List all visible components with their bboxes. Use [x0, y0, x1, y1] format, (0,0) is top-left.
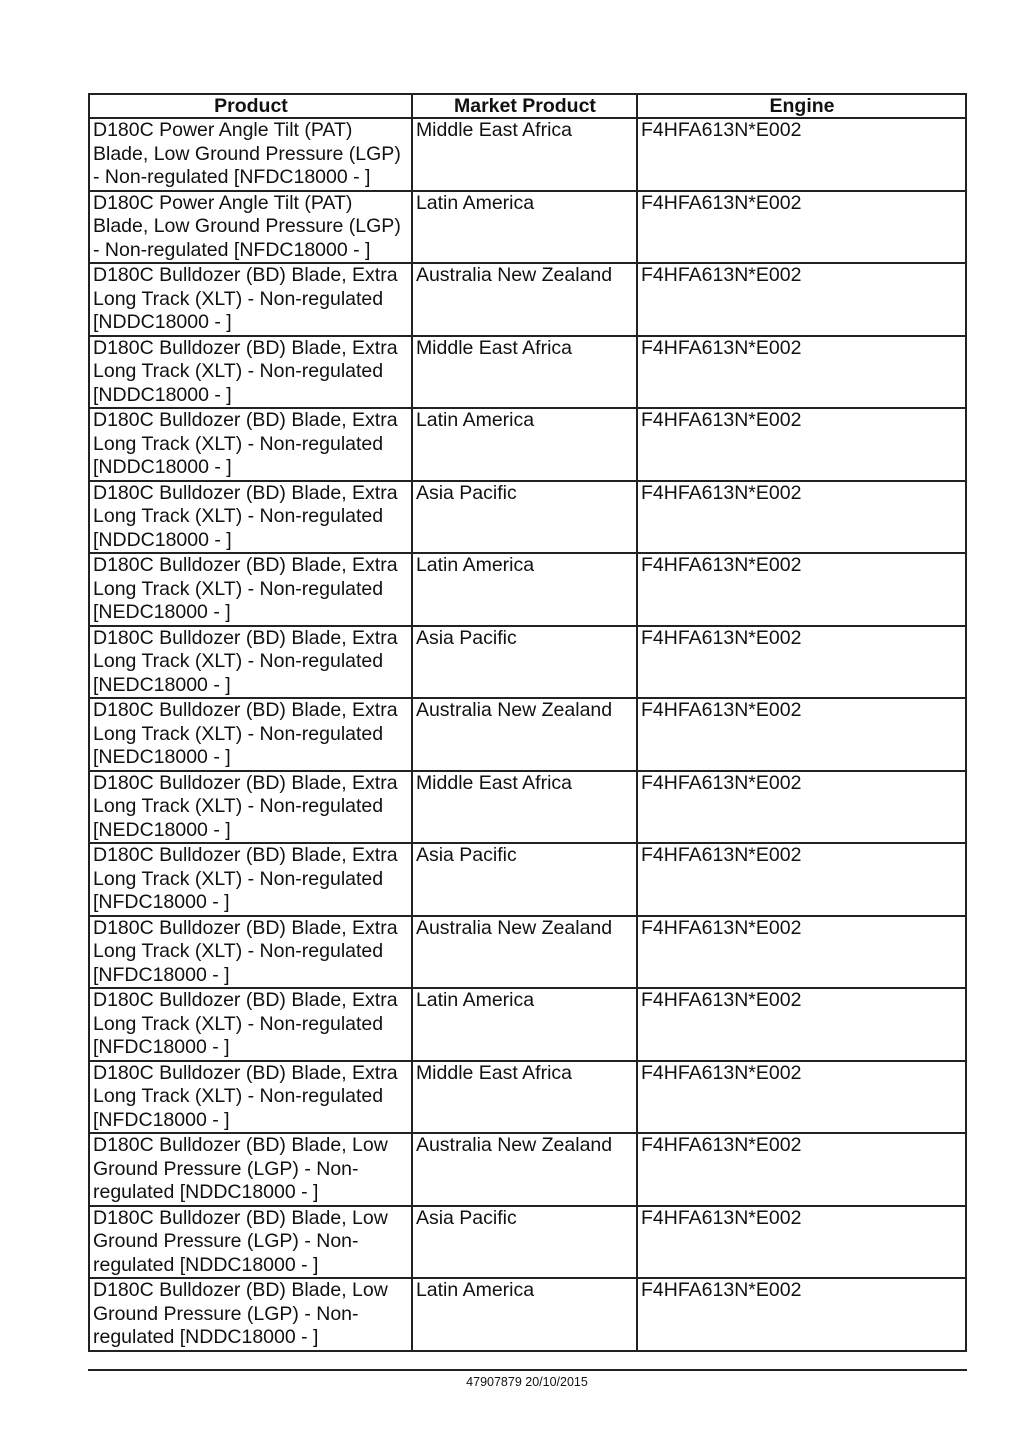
cell-market-product: Latin America — [412, 988, 637, 1061]
cell-market-product: Australia New Zealand — [412, 263, 637, 336]
table-row — [89, 118, 966, 191]
cell-product: D180C Power Angle Tilt (PAT) Blade, Low Ground Pressure (LGP) - Non-regulated [NFDC18000 - ] — [89, 191, 412, 264]
cell-engine: F4HFA613N*E002 — [637, 916, 966, 989]
cell-engine: F4HFA613N*E002 — [637, 118, 966, 191]
table-row — [89, 1133, 966, 1206]
cell-engine: F4HFA613N*E002 — [637, 481, 966, 554]
cell-engine: F4HFA613N*E002 — [637, 626, 966, 699]
cell-engine: F4HFA613N*E002 — [637, 336, 966, 409]
cell-market-product: Latin America — [412, 408, 637, 481]
cell-engine: F4HFA613N*E002 — [637, 771, 966, 844]
table-row — [89, 988, 966, 1061]
cell-product: D180C Bulldozer (BD) Blade, Extra Long Track (XLT) - Non-regulated [NFDC18000 - ] — [89, 916, 412, 989]
cell-engine: F4HFA613N*E002 — [637, 1206, 966, 1279]
cell-product: D180C Bulldozer (BD) Blade, Extra Long Track (XLT) - Non-regulated [NDDC18000 - ] — [89, 481, 412, 554]
header-engine: Engine — [637, 94, 966, 118]
cell-market-product: Middle East Africa — [412, 771, 637, 844]
table-row — [89, 626, 966, 699]
cell-market-product: Latin America — [412, 1278, 637, 1351]
table-row — [89, 1061, 966, 1134]
table-row — [89, 1206, 966, 1279]
cell-engine: F4HFA613N*E002 — [637, 1278, 966, 1351]
cell-engine: F4HFA613N*E002 — [637, 1061, 966, 1134]
table-row — [89, 553, 966, 626]
cell-engine: F4HFA613N*E002 — [637, 843, 966, 916]
cell-engine: F4HFA613N*E002 — [637, 988, 966, 1061]
table-row — [89, 191, 966, 264]
cell-product: D180C Bulldozer (BD) Blade, Extra Long Track (XLT) - Non-regulated [NFDC18000 - ] — [89, 988, 412, 1061]
table-row — [89, 843, 966, 916]
table-row — [89, 916, 966, 989]
table-row — [89, 263, 966, 336]
cell-product: D180C Bulldozer (BD) Blade, Extra Long Track (XLT) - Non-regulated [NDDC18000 - ] — [89, 408, 412, 481]
header-product: Product — [89, 94, 412, 118]
table-row — [89, 408, 966, 481]
cell-engine: F4HFA613N*E002 — [637, 698, 966, 771]
cell-engine: F4HFA613N*E002 — [637, 553, 966, 626]
cell-engine: F4HFA613N*E002 — [637, 408, 966, 481]
cell-market-product: Australia New Zealand — [412, 1133, 637, 1206]
product-engine-table — [88, 93, 967, 1352]
cell-product: D180C Bulldozer (BD) Blade, Extra Long Track (XLT) - Non-regulated [NEDC18000 - ] — [89, 698, 412, 771]
cell-product: D180C Bulldozer (BD) Blade, Low Ground Pressure (LGP) - Non-regulated [NDDC18000 - ] — [89, 1278, 412, 1351]
cell-product: D180C Bulldozer (BD) Blade, Extra Long Track (XLT) - Non-regulated [NDDC18000 - ] — [89, 263, 412, 336]
cell-product: D180C Bulldozer (BD) Blade, Extra Long Track (XLT) - Non-regulated [NEDC18000 - ] — [89, 626, 412, 699]
table-row — [89, 336, 966, 409]
cell-market-product: Australia New Zealand — [412, 698, 637, 771]
footer-divider — [88, 1369, 967, 1371]
cell-market-product: Middle East Africa — [412, 118, 637, 191]
cell-market-product: Asia Pacific — [412, 843, 637, 916]
footer-doc-reference: 47907879 20/10/2015 — [466, 1375, 588, 1389]
cell-product: D180C Bulldozer (BD) Blade, Extra Long Track (XLT) - Non-regulated [NEDC18000 - ] — [89, 553, 412, 626]
cell-product: D180C Bulldozer (BD) Blade, Extra Long Track (XLT) - Non-regulated [NEDC18000 - ] — [89, 771, 412, 844]
cell-market-product: Asia Pacific — [412, 1206, 637, 1279]
cell-market-product: Middle East Africa — [412, 1061, 637, 1134]
table-row — [89, 771, 966, 844]
table-row — [89, 1278, 966, 1351]
cell-engine: F4HFA613N*E002 — [637, 191, 966, 264]
cell-market-product: Australia New Zealand — [412, 916, 637, 989]
table-row — [89, 698, 966, 771]
cell-product: D180C Bulldozer (BD) Blade, Extra Long Track (XLT) - Non-regulated [NFDC18000 - ] — [89, 1061, 412, 1134]
cell-engine: F4HFA613N*E002 — [637, 1133, 966, 1206]
cell-market-product: Middle East Africa — [412, 336, 637, 409]
cell-market-product: Latin America — [412, 553, 637, 626]
cell-product: D180C Bulldozer (BD) Blade, Extra Long Track (XLT) - Non-regulated [NDDC18000 - ] — [89, 336, 412, 409]
cell-engine: F4HFA613N*E002 — [637, 263, 966, 336]
cell-product: D180C Bulldozer (BD) Blade, Low Ground Pressure (LGP) - Non-regulated [NDDC18000 - ] — [89, 1206, 412, 1279]
cell-market-product: Asia Pacific — [412, 481, 637, 554]
cell-product: D180C Power Angle Tilt (PAT) Blade, Low Ground Pressure (LGP) - Non-regulated [NFDC18000 - ] — [89, 118, 412, 191]
header-market-product: Market Product — [412, 94, 637, 118]
cell-market-product: Latin America — [412, 191, 637, 264]
table-row — [89, 481, 966, 554]
cell-product: D180C Bulldozer (BD) Blade, Low Ground Pressure (LGP) - Non-regulated [NDDC18000 - ] — [89, 1133, 412, 1206]
cell-market-product: Asia Pacific — [412, 626, 637, 699]
table-header-row — [89, 94, 966, 118]
cell-product: D180C Bulldozer (BD) Blade, Extra Long Track (XLT) - Non-regulated [NFDC18000 - ] — [89, 843, 412, 916]
